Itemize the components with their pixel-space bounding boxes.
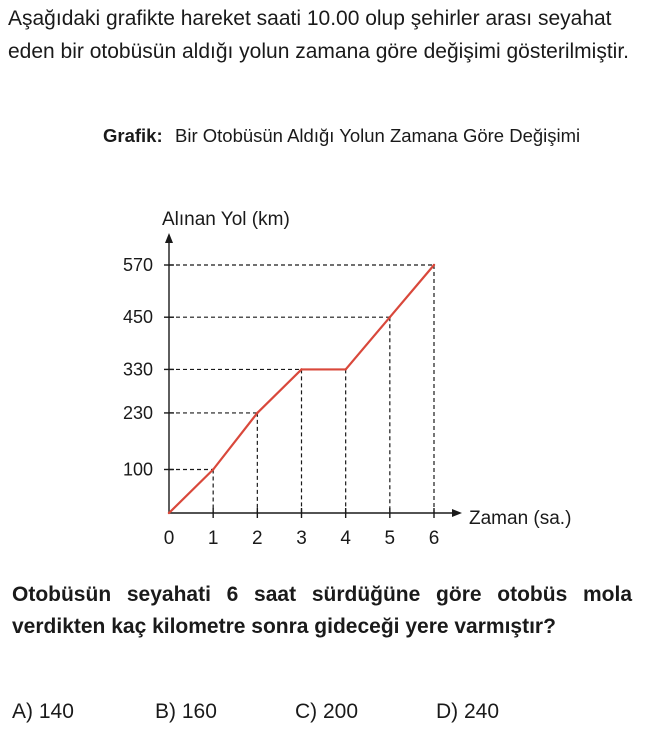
x-tick-label-1: 1 (207, 528, 219, 549)
option-d[interactable]: D) 240 (436, 700, 500, 723)
x-tick-label-3: 3 (296, 528, 307, 549)
caption-label: Grafik: (103, 125, 163, 146)
distance-time-chart (0, 195, 662, 555)
chart-caption (103, 118, 623, 153)
option-a[interactable]: A) 140 (12, 700, 74, 723)
y-axis-label: Alınan Yol (km) (162, 209, 290, 230)
question-text: Otobüsün seyahati 6 saat sürdüğüne göre otobüs mola verdikten kaç kilometre sonra gideceği yere varmıştır? (12, 583, 632, 638)
data-point-5 (389, 316, 391, 318)
x-tick-label-6: 6 (428, 528, 440, 549)
series-segment-2 (257, 369, 301, 413)
axis-ticks (123, 255, 439, 549)
x-tick-label-0: 0 (163, 528, 175, 549)
data-point-2 (256, 412, 258, 414)
x-axis-arrow (452, 509, 462, 517)
x-tick-label-5: 5 (384, 528, 396, 549)
option-c[interactable]: C) 200 (295, 700, 359, 723)
option-b[interactable]: B) 160 (155, 700, 217, 723)
data-point-4 (344, 368, 346, 370)
problem-intro: Aşağıdaki grafikte hareket saati 10.00 olup şehirler arası seyahat eden bir otobüsün aldığı yolun zamana göre değişimi gösterilmiştir. (8, 7, 630, 63)
dashed-guide-lines (169, 265, 434, 513)
y-axis-arrow (165, 233, 173, 243)
series-segment-1 (213, 413, 257, 470)
x-axis-label: Zaman (sa.) (469, 508, 572, 529)
series-segment-5 (390, 265, 434, 317)
y-tick-label-100: 100 (122, 459, 153, 480)
series-segment-4 (346, 317, 390, 369)
data-point-1 (212, 468, 214, 470)
y-tick-label-570: 570 (122, 255, 153, 275)
data-point-3 (300, 368, 302, 370)
y-tick-label-230: 230 (122, 402, 153, 423)
data-point-0 (168, 512, 170, 514)
x-tick-label-2: 2 (252, 528, 263, 549)
y-tick-label-450: 450 (122, 307, 153, 328)
data-point-6 (433, 264, 435, 266)
y-tick-label-330: 330 (122, 359, 153, 380)
caption-text: Bir Otobüsün Aldığı Yolun Zamana Göre Değişimi (175, 125, 581, 146)
series-segment-0 (169, 469, 213, 513)
x-tick-label-4: 4 (340, 528, 351, 549)
